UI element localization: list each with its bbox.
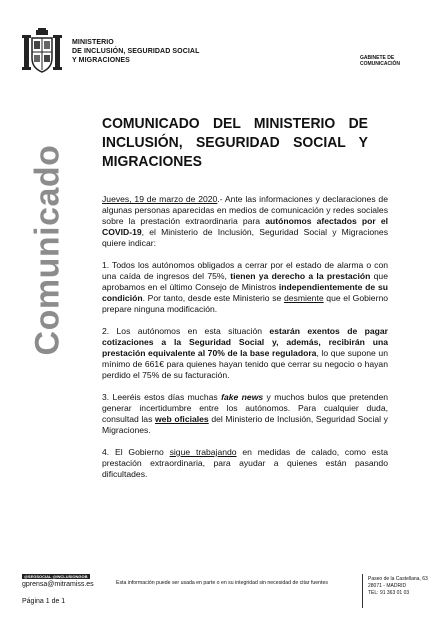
text: en medidas de calado, como esta prestación extraordinaria, para ayudar a quienes están pasando dificultades.	[102, 447, 388, 479]
text: 3. Leeréis estos días muchas	[102, 392, 222, 402]
footer-address	[368, 576, 428, 597]
bold-italic-text: fake news	[221, 392, 264, 402]
side-label-text: Comunicado	[28, 144, 67, 356]
text: . Por tanto, desde este Ministerio se	[142, 293, 284, 303]
bold-text: estarán exentos de pagar cotizaciones a la Seguridad Social y, además, recibirán una prestación equivalente al 70% de la base reguladora	[102, 326, 388, 358]
address-line: Paseo de la Castellana, 63	[368, 576, 428, 582]
text: que el Gobierno prepare ninguna modificación.	[102, 293, 388, 314]
paragraph-2	[102, 326, 388, 381]
text: y muchos bulos que pretenden generar incertidumbre entre los autónomos. Para cualquier duda, consultad las	[102, 392, 389, 424]
ministry-line: DE INCLUSIÓN, SEGURIDAD SOCIAL	[72, 48, 200, 55]
document-body	[102, 194, 388, 491]
ministry-line: Y MIGRACIONES	[72, 57, 130, 64]
paragraph-3	[102, 392, 388, 436]
underlined-text: sigue trabajando	[169, 447, 237, 457]
text: .- Ante las informaciones y declaraciones de algunas personas aparecidas en medios de comunicación y redes sociales sobre la prestación extraordinaria para	[102, 194, 388, 226]
footer-note: Esta información puede ser usada en parte o en su integridad sin necesidad de citar fuentes	[116, 580, 328, 586]
text: 2. Los autónomos en esta situación	[102, 326, 270, 336]
bold-text: independientemente de su condición	[102, 282, 388, 303]
coat-of-arms-icon	[22, 28, 62, 74]
text: 4. El Gobierno	[102, 447, 170, 457]
footer-divider	[362, 574, 363, 608]
address-line: TEL: 91 363 01 03	[368, 590, 410, 596]
social-handles: @SEGSOCIAL @INCLUSIONGOB	[24, 574, 88, 579]
paragraph-1	[102, 260, 388, 315]
gabinete-label	[360, 55, 400, 67]
text: que aprobamos en el último Consejo de Ministros	[102, 271, 388, 292]
page-number: Página 1 de 1	[22, 598, 66, 605]
bold-text: tienen ya derecho a la prestación	[230, 271, 371, 281]
text: , lo que supone un mínimo de 661€ para quienes hayan tenido que cerrar su negocio o hayan perdido el 75% de su facturación.	[102, 348, 388, 380]
ministry-line: MINISTERIO	[72, 39, 114, 46]
gabinete-line: COMUNICACIÓN	[360, 61, 400, 67]
footer-email[interactable]: gprensa@mitramiss.es	[22, 581, 94, 588]
paragraph-4	[102, 447, 388, 480]
date: Jueves, 19 de marzo de 2020	[102, 194, 218, 204]
text: del Ministerio de Inclusión, Seguridad Social y Migraciones.	[102, 414, 388, 435]
underlined-text: desmiente	[283, 293, 324, 303]
address-line: 28071 - MADRID	[368, 583, 407, 589]
ministry-name	[72, 38, 199, 65]
text: 1. Todos los autónomos obligados a cerrar por el estado de alarma o con una caída de ingresos del 75%,	[102, 260, 388, 281]
page-title: COMUNICADO DEL MINISTERIO DE INCLUSIÓN, SEGURIDAD SOCIAL Y MIGRACIONES	[102, 115, 368, 170]
paragraph-intro	[102, 194, 388, 249]
side-label	[18, 144, 78, 356]
bold-text: autónomos afectados por el COVID-19	[102, 216, 388, 237]
gabinete-line: GABINETE DE	[360, 55, 395, 61]
web-oficiales-link[interactable]: web oficiales	[155, 414, 209, 424]
text: , el Ministerio de Inclusión, Seguridad Social y Migraciones quiere indicar:	[102, 227, 388, 248]
